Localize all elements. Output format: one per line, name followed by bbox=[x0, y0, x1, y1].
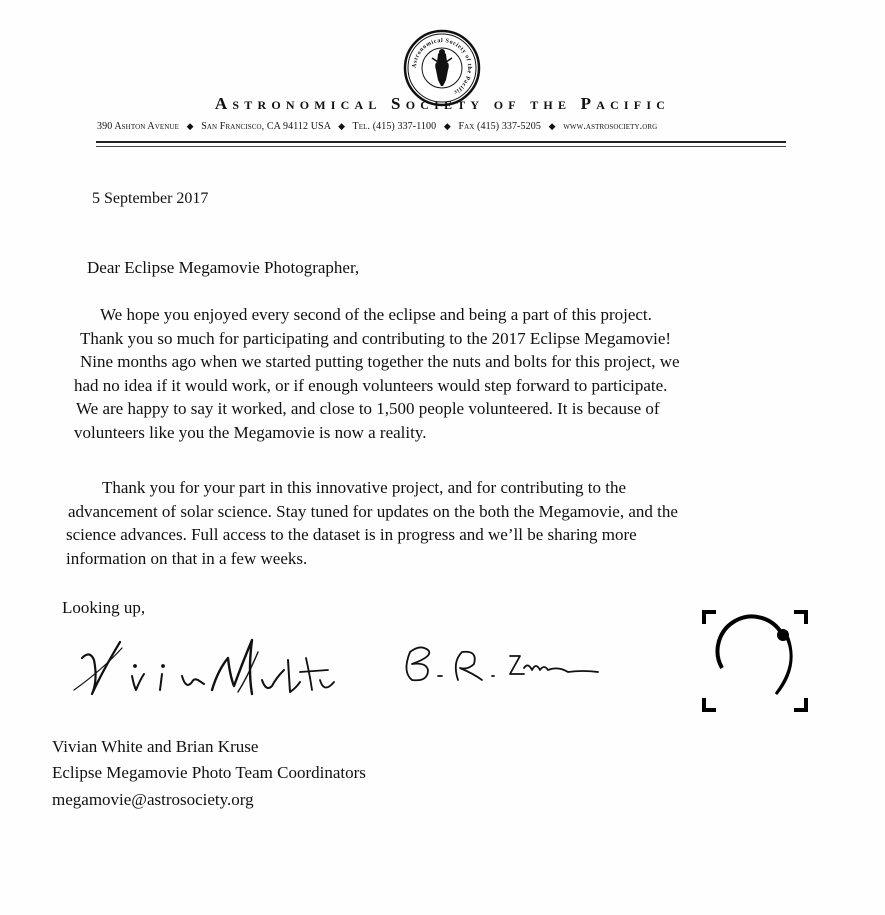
letterhead-rule-thin bbox=[96, 146, 786, 147]
signature-brian-kruse bbox=[398, 642, 618, 692]
paragraph-line: had no idea if it would work, or if enough volunteers would step forward to participate. bbox=[74, 375, 668, 395]
paragraph-line: information on that in a few weeks. bbox=[66, 548, 308, 568]
paragraph-line: We hope you enjoyed every second of the eclipse and being a part of this project. bbox=[100, 305, 652, 324]
diamond-icon: ◆ bbox=[443, 121, 451, 131]
fax-number: Fax (415) 337-5205 bbox=[458, 121, 541, 132]
paragraph-line: We are happy to say it worked, and close to 1,500 people volunteered. It is because of bbox=[76, 399, 660, 418]
website: www.astrosociety.org bbox=[563, 121, 658, 132]
organization-name: Astronomical Society of the Pacific bbox=[214, 94, 671, 113]
paragraph-1 bbox=[74, 303, 680, 444]
paragraph-2 bbox=[66, 476, 678, 570]
salutation: Dear Eclipse Megamovie Photographer, bbox=[87, 258, 360, 277]
address-line bbox=[97, 121, 797, 132]
svg-text:Astronomical Society of the Pa: Astronomical Society of the Pacific bbox=[411, 37, 473, 96]
city-address: San Francisco, CA 94112 USA bbox=[201, 121, 331, 132]
diamond-icon: ◆ bbox=[338, 121, 346, 131]
street-address: 390 Ashton Avenue bbox=[97, 121, 179, 132]
letter-date: 5 September 2017 bbox=[92, 190, 209, 207]
closing: Looking up, bbox=[62, 598, 146, 617]
sender-title: Eclipse Megamovie Photo Team Coordinators bbox=[52, 763, 366, 782]
megamovie-eclipse-logo-icon bbox=[700, 608, 810, 713]
letterhead-rule bbox=[96, 141, 786, 143]
paragraph-line: advancement of solar science. Stay tuned for updates on the both the Megamovie, and the bbox=[68, 501, 678, 521]
sender-names: Vivian White and Brian Kruse bbox=[52, 737, 259, 756]
paragraph-line: Thank you for your part in this innovative project, and for contributing to the bbox=[102, 478, 627, 497]
paragraph-line: Thank you so much for participating and contributing to the 2017 Eclipse Megamovie! bbox=[80, 328, 672, 348]
paragraph-line: volunteers like you the Megamovie is now a reality. bbox=[74, 422, 427, 442]
phone-number: Tel. (415) 337-1100 bbox=[352, 121, 437, 132]
paragraph-line: Nine months ago when we started putting together the nuts and bolts for this project, we bbox=[80, 352, 680, 371]
sender-email[interactable]: megamovie@astrosociety.org bbox=[52, 790, 254, 809]
diamond-icon: ◆ bbox=[186, 121, 194, 131]
paragraph-line: science advances. Full access to the dataset is in progress and we’ll be sharing more bbox=[66, 525, 637, 544]
signature-vivian-white bbox=[62, 630, 352, 705]
diamond-icon: ◆ bbox=[548, 121, 556, 131]
